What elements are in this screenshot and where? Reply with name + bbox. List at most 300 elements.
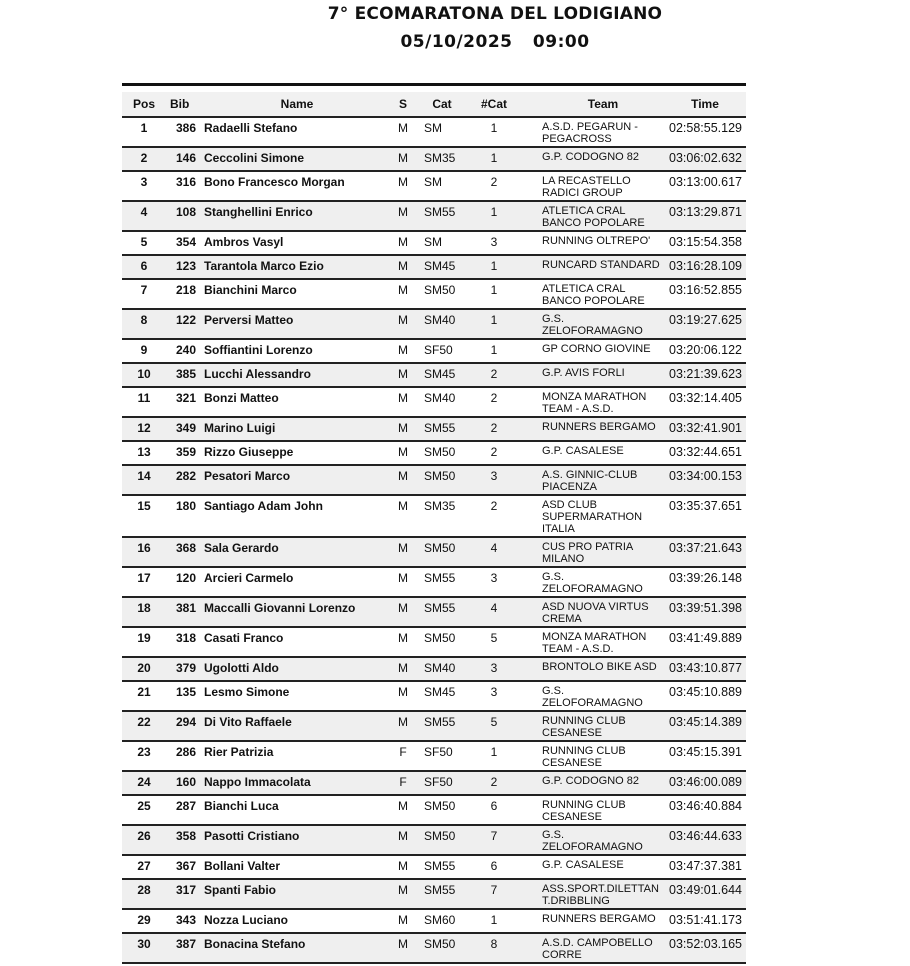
- position-cell: 5: [140, 235, 148, 249]
- team-line: PEGACROSS: [542, 133, 612, 145]
- category-rank-cell: 2: [490, 367, 498, 381]
- category-cell: SM55: [424, 715, 456, 729]
- team-line: ITALIA: [542, 523, 575, 535]
- bib-cell: 321: [175, 391, 196, 405]
- table-row: [122, 310, 746, 340]
- name-cell: Bianchi Luca: [204, 799, 279, 813]
- table-row: [122, 568, 746, 598]
- bib-cell: 367: [175, 859, 196, 873]
- position-cell: 13: [137, 445, 151, 459]
- team-line: ZELOFORAMAGNO: [542, 325, 643, 337]
- team-cell: [516, 388, 664, 415]
- category-rank-cell: 8: [490, 937, 498, 951]
- bib-cell: 160: [175, 775, 196, 789]
- table-row: [122, 202, 746, 232]
- sex-cell: M: [398, 121, 408, 135]
- team-line: CESANESE: [542, 727, 602, 739]
- name-cell: Bianchini Marco: [204, 283, 297, 297]
- sex-cell: M: [398, 541, 408, 555]
- category-rank-cell: 2: [490, 445, 498, 459]
- category-rank-cell: 5: [490, 631, 498, 645]
- sex-cell: M: [398, 571, 408, 585]
- team-line: ZELOFORAMAGNO: [542, 697, 643, 709]
- time-cell: 03:51:41.173: [669, 913, 742, 927]
- category-cell: SM35: [424, 151, 456, 165]
- category-cell: SF50: [424, 343, 453, 357]
- team-line: SUPERMARATHON: [542, 511, 643, 523]
- sex-cell: M: [398, 661, 408, 675]
- time-cell: 03:13:00.617: [669, 175, 742, 189]
- position-cell: 12: [137, 421, 151, 435]
- team-cell: [516, 538, 664, 565]
- sex-cell: M: [398, 367, 408, 381]
- time-cell: 03:15:54.358: [669, 235, 742, 249]
- team-line: MONZA MARATHON: [542, 391, 647, 403]
- name-cell: Lucchi Alessandro: [204, 367, 311, 381]
- category-rank-cell: 1: [490, 283, 498, 297]
- name-cell: Nozza Luciano: [204, 913, 289, 927]
- team-cell: [516, 256, 664, 271]
- team-line: G.P. CODOGNO 82: [542, 151, 639, 163]
- category-rank-cell: 4: [490, 541, 498, 555]
- team-line: G.S.: [542, 829, 565, 841]
- position-cell: 4: [140, 205, 148, 219]
- category-rank-cell: 5: [490, 715, 498, 729]
- bib-cell: 294: [175, 715, 196, 729]
- sex-cell: M: [398, 343, 408, 357]
- top-rule: [122, 83, 746, 86]
- table-row: [122, 256, 746, 280]
- team-cell: [516, 568, 664, 595]
- table-row: [122, 934, 746, 964]
- bib-cell: 317: [175, 883, 196, 897]
- team-line: G.P. CASALESE: [542, 445, 624, 457]
- bib-cell: 180: [175, 499, 196, 513]
- category-rank-cell: 6: [490, 799, 498, 813]
- position-cell: 23: [137, 745, 151, 759]
- category-rank-cell: 2: [490, 499, 498, 513]
- table-row: [122, 712, 746, 742]
- category-rank-cell: 1: [490, 343, 498, 357]
- team-cell: [516, 880, 664, 907]
- name-cell: Radaelli Stefano: [204, 121, 298, 135]
- bib-cell: 385: [175, 367, 196, 381]
- sex-cell: M: [398, 313, 408, 327]
- sex-cell: M: [398, 829, 408, 843]
- time-cell: 03:34:00.153: [669, 469, 742, 483]
- time-cell: 03:32:14.405: [669, 391, 742, 405]
- time-cell: 03:45:10.889: [669, 685, 742, 699]
- team-line: CUS PRO PATRIA: [542, 541, 634, 553]
- team-line: MILANO: [542, 553, 585, 565]
- team-cell: [516, 466, 664, 493]
- bib-cell: 349: [175, 421, 196, 435]
- category-rank-cell: 3: [490, 235, 498, 249]
- team-line: ASD NUOVA VIRTUS: [542, 601, 649, 613]
- bib-cell: 358: [175, 829, 196, 843]
- time-cell: 03:06:02.632: [669, 151, 742, 165]
- bib-cell: 240: [175, 343, 196, 357]
- team-cell: [516, 232, 664, 247]
- position-cell: 2: [140, 151, 148, 165]
- table-row: [122, 742, 746, 772]
- table-row: [122, 628, 746, 658]
- team-line: ATLETICA CRAL: [542, 205, 626, 217]
- team-line: MONZA MARATHON: [542, 631, 647, 643]
- category-cell: SM55: [424, 571, 456, 585]
- time-cell: 03:37:21.643: [669, 541, 742, 555]
- name-cell: Perversi Matteo: [204, 313, 294, 327]
- sex-cell: M: [398, 469, 408, 483]
- time-cell: 03:16:28.109: [669, 259, 742, 273]
- race-datetime: 05/10/2025 09:00: [400, 32, 590, 52]
- team-cell: [516, 418, 664, 433]
- bib-cell: 387: [175, 937, 196, 951]
- team-cell: [516, 934, 664, 961]
- team-line: A.S. GINNIC-CLUB: [542, 469, 638, 481]
- category-cell: SM40: [424, 391, 456, 405]
- name-cell: Bonzi Matteo: [204, 391, 279, 405]
- position-cell: 1: [140, 121, 148, 135]
- bib-cell: 386: [175, 121, 196, 135]
- category-cell: SM50: [424, 829, 456, 843]
- category-cell: SM45: [424, 685, 456, 699]
- category-rank-cell: 2: [490, 391, 498, 405]
- team-cell: [516, 148, 664, 163]
- category-cell: SM45: [424, 367, 456, 381]
- table-body: [122, 118, 746, 964]
- results-table: [122, 83, 746, 964]
- name-cell: Stanghellini Enrico: [204, 205, 313, 219]
- time-cell: 03:35:37.651: [669, 499, 742, 513]
- race-title: 7° ECOMARATONA DEL LODIGIANO: [327, 4, 663, 24]
- bib-cell: 218: [175, 283, 196, 297]
- col-header-cat-rank: #Cat: [480, 97, 507, 111]
- category-rank-cell: 3: [490, 685, 498, 699]
- sex-cell: M: [398, 883, 408, 897]
- position-cell: 24: [137, 775, 151, 789]
- team-line: CORRE: [542, 949, 582, 961]
- sex-cell: M: [398, 601, 408, 615]
- category-rank-cell: 1: [490, 151, 498, 165]
- name-cell: Bono Francesco Morgan: [204, 175, 345, 189]
- sex-cell: M: [398, 259, 408, 273]
- sex-cell: M: [398, 421, 408, 435]
- name-cell: Casati Franco: [204, 631, 284, 645]
- position-cell: 8: [140, 313, 148, 327]
- name-cell: Santiago Adam John: [204, 499, 323, 513]
- position-cell: 16: [137, 541, 151, 555]
- category-rank-cell: 7: [490, 829, 498, 843]
- table-header: [122, 92, 746, 118]
- table-row: [122, 466, 746, 496]
- team-line: LA RECASTELLO: [542, 175, 631, 187]
- team-cell: [516, 172, 664, 199]
- category-cell: SM50: [424, 937, 456, 951]
- team-line: RUNCARD STANDARD: [542, 259, 660, 271]
- time-cell: 03:41:49.889: [669, 631, 742, 645]
- time-cell: 03:16:52.855: [669, 283, 742, 297]
- time-cell: 03:39:26.148: [669, 571, 742, 585]
- category-cell: SM55: [424, 421, 456, 435]
- table-row: [122, 538, 746, 568]
- time-cell: 03:52:03.165: [669, 937, 742, 951]
- table-row: [122, 118, 746, 148]
- bib-cell: 286: [175, 745, 196, 759]
- position-cell: 28: [137, 883, 151, 897]
- table-row: [122, 658, 746, 682]
- name-cell: Maccalli Giovanni Lorenzo: [204, 601, 356, 615]
- table-row: [122, 682, 746, 712]
- team-cell: [516, 202, 664, 229]
- team-line: G.S.: [542, 313, 565, 325]
- team-cell: [516, 280, 664, 307]
- team-line: ZELOFORAMAGNO: [542, 583, 643, 595]
- team-cell: [516, 310, 664, 337]
- bib-cell: 316: [175, 175, 196, 189]
- category-rank-cell: 2: [490, 421, 498, 435]
- bib-cell: 108: [175, 205, 196, 219]
- bib-cell: 122: [175, 313, 196, 327]
- team-line: ASS.SPORT.DILETTAN: [542, 883, 659, 895]
- team-cell: [516, 712, 664, 739]
- team-line: RUNNING CLUB: [542, 715, 626, 727]
- team-line: BANCO POPOLARE: [542, 217, 645, 229]
- position-cell: 20: [137, 661, 151, 675]
- col-header-bib: Bib: [170, 97, 190, 111]
- name-cell: Ambros Vasyl: [204, 235, 284, 249]
- team-cell: [516, 658, 664, 673]
- sex-cell: M: [398, 631, 408, 645]
- category-rank-cell: 2: [490, 175, 498, 189]
- team-line: BRONTOLO BIKE ASD: [542, 661, 657, 673]
- position-cell: 19: [137, 631, 151, 645]
- category-cell: SM50: [424, 631, 456, 645]
- category-cell: SM55: [424, 883, 456, 897]
- time-cell: 03:32:44.651: [669, 445, 742, 459]
- col-header-cat: Cat: [432, 97, 452, 111]
- team-line: G.S.: [542, 571, 565, 583]
- team-cell: [516, 118, 664, 145]
- bib-cell: 282: [175, 469, 196, 483]
- time-cell: 03:13:29.871: [669, 205, 742, 219]
- category-rank-cell: 1: [490, 913, 498, 927]
- name-cell: Spanti Fabio: [204, 883, 276, 897]
- team-line: A.S.D. PEGARUN -: [542, 121, 638, 133]
- position-cell: 9: [140, 343, 148, 357]
- category-rank-cell: 2: [490, 775, 498, 789]
- sex-cell: M: [398, 685, 408, 699]
- position-cell: 14: [137, 469, 151, 483]
- col-header-pos: Pos: [132, 97, 155, 111]
- position-cell: 11: [137, 391, 151, 405]
- category-rank-cell: 1: [490, 121, 498, 135]
- team-line: TEAM - A.S.D.: [542, 643, 614, 655]
- time-cell: 02:58:55.129: [669, 121, 742, 135]
- sex-cell: M: [398, 283, 408, 297]
- table-row: [122, 388, 746, 418]
- team-line: ATLETICA CRAL: [542, 283, 626, 295]
- table-row: [122, 442, 746, 466]
- time-cell: 03:47:37.381: [669, 859, 742, 873]
- team-cell: [516, 598, 664, 625]
- team-line: G.P. CODOGNO 82: [542, 775, 639, 787]
- name-cell: Ceccolini Simone: [204, 151, 305, 165]
- position-cell: 7: [140, 283, 148, 297]
- name-cell: Arcieri Carmelo: [204, 571, 294, 585]
- team-cell: [516, 826, 664, 853]
- team-line: T.DRIBBLING: [542, 895, 610, 907]
- category-cell: SM: [424, 175, 442, 189]
- sex-cell: M: [398, 151, 408, 165]
- team-line: BANCO POPOLARE: [542, 295, 645, 307]
- time-cell: 03:46:40.884: [669, 799, 742, 813]
- name-cell: Ugolotti Aldo: [204, 661, 279, 675]
- sex-cell: M: [398, 445, 408, 459]
- position-cell: 21: [137, 685, 151, 699]
- category-cell: SM50: [424, 445, 456, 459]
- name-cell: Sala Gerardo: [204, 541, 279, 555]
- bib-cell: 354: [175, 235, 196, 249]
- team-line: RUNNERS BERGAMO: [542, 421, 656, 433]
- position-cell: 22: [137, 715, 151, 729]
- position-cell: 29: [137, 913, 151, 927]
- team-line: RUNNERS BERGAMO: [542, 913, 656, 925]
- position-cell: 15: [137, 499, 151, 513]
- name-cell: Nappo Immacolata: [204, 775, 311, 789]
- category-rank-cell: 3: [490, 469, 498, 483]
- bib-cell: 368: [175, 541, 196, 555]
- bib-cell: 318: [175, 631, 196, 645]
- category-cell: SM50: [424, 469, 456, 483]
- category-cell: SM: [424, 235, 442, 249]
- category-rank-cell: 4: [490, 601, 498, 615]
- time-cell: 03:46:44.633: [669, 829, 742, 843]
- table-row: [122, 340, 746, 364]
- position-cell: 26: [137, 829, 151, 843]
- category-rank-cell: 1: [490, 205, 498, 219]
- category-cell: SM55: [424, 205, 456, 219]
- table-row: [122, 172, 746, 202]
- table-row: [122, 496, 746, 538]
- team-cell: [516, 340, 664, 355]
- team-cell: [516, 628, 664, 655]
- name-cell: Lesmo Simone: [204, 685, 290, 699]
- category-cell: SF50: [424, 775, 453, 789]
- position-cell: 30: [137, 937, 151, 951]
- name-cell: Bonacina Stefano: [204, 937, 306, 951]
- table-row: [122, 232, 746, 256]
- time-cell: 03:45:15.391: [669, 745, 742, 759]
- category-cell: SM: [424, 121, 442, 135]
- position-cell: 6: [140, 259, 148, 273]
- category-rank-cell: 3: [490, 661, 498, 675]
- sex-cell: M: [398, 913, 408, 927]
- team-cell: [516, 442, 664, 457]
- table-row: [122, 796, 746, 826]
- sex-cell: M: [398, 499, 408, 513]
- time-cell: 03:20:06.122: [669, 343, 742, 357]
- table-row: [122, 856, 746, 880]
- time-cell: 03:19:27.625: [669, 313, 742, 327]
- bib-cell: 123: [175, 259, 196, 273]
- team-line: ZELOFORAMAGNO: [542, 841, 643, 853]
- sex-cell: M: [398, 715, 408, 729]
- category-cell: SM55: [424, 859, 456, 873]
- team-cell: [516, 796, 664, 823]
- bib-cell: 120: [175, 571, 196, 585]
- team-cell: [516, 364, 664, 379]
- category-cell: SM55: [424, 601, 456, 615]
- table-row: [122, 772, 746, 796]
- position-cell: 17: [137, 571, 151, 585]
- category-cell: SM40: [424, 313, 456, 327]
- table-row: [122, 826, 746, 856]
- category-rank-cell: 1: [490, 259, 498, 273]
- team-line: TEAM - A.S.D.: [542, 403, 614, 415]
- team-line: CESANESE: [542, 757, 602, 769]
- team-line: G.P. AVIS FORLI: [542, 367, 625, 379]
- category-cell: SM50: [424, 283, 456, 297]
- sex-cell: F: [399, 745, 407, 759]
- team-line: A.S.D. CAMPOBELLO: [542, 937, 653, 949]
- team-line: RUNNING CLUB: [542, 799, 626, 811]
- sex-cell: M: [398, 937, 408, 951]
- table-row: [122, 364, 746, 388]
- team-line: RUNNING OLTREPO': [542, 235, 651, 247]
- team-line: G.S.: [542, 685, 565, 697]
- time-cell: 03:43:10.877: [669, 661, 742, 675]
- name-cell: Marino Luigi: [204, 421, 276, 435]
- sex-cell: M: [398, 205, 408, 219]
- bib-cell: 379: [175, 661, 196, 675]
- time-cell: 03:49:01.644: [669, 883, 742, 897]
- name-cell: Di Vito Raffaele: [204, 715, 292, 729]
- team-line: GP CORNO GIOVINE: [542, 343, 651, 355]
- sex-cell: M: [398, 391, 408, 405]
- category-rank-cell: 3: [490, 571, 498, 585]
- category-rank-cell: 1: [490, 313, 498, 327]
- category-cell: SM60: [424, 913, 456, 927]
- category-cell: SM50: [424, 541, 456, 555]
- sex-cell: M: [398, 859, 408, 873]
- name-cell: Pesatori Marco: [204, 469, 291, 483]
- sex-cell: F: [399, 775, 407, 789]
- name-cell: Bollani Valter: [204, 859, 281, 873]
- table-row: [122, 280, 746, 310]
- team-line: G.P. CASALESE: [542, 859, 624, 871]
- table-row: [122, 910, 746, 934]
- team-cell: [516, 910, 664, 925]
- time-cell: 03:46:00.089: [669, 775, 742, 789]
- name-cell: Pasotti Cristiano: [204, 829, 300, 843]
- time-cell: 03:45:14.389: [669, 715, 742, 729]
- table-row: [122, 598, 746, 628]
- sex-cell: M: [398, 175, 408, 189]
- table-row: [122, 148, 746, 172]
- category-rank-cell: 1: [490, 745, 498, 759]
- team-line: CREMA: [542, 613, 582, 625]
- time-cell: 03:32:41.901: [669, 421, 742, 435]
- category-cell: SF50: [424, 745, 453, 759]
- table-row: [122, 880, 746, 910]
- position-cell: 10: [137, 367, 151, 381]
- position-cell: 25: [137, 799, 151, 813]
- category-cell: SM45: [424, 259, 456, 273]
- team-cell: [516, 856, 664, 871]
- sex-cell: M: [398, 235, 408, 249]
- team-cell: [516, 772, 664, 787]
